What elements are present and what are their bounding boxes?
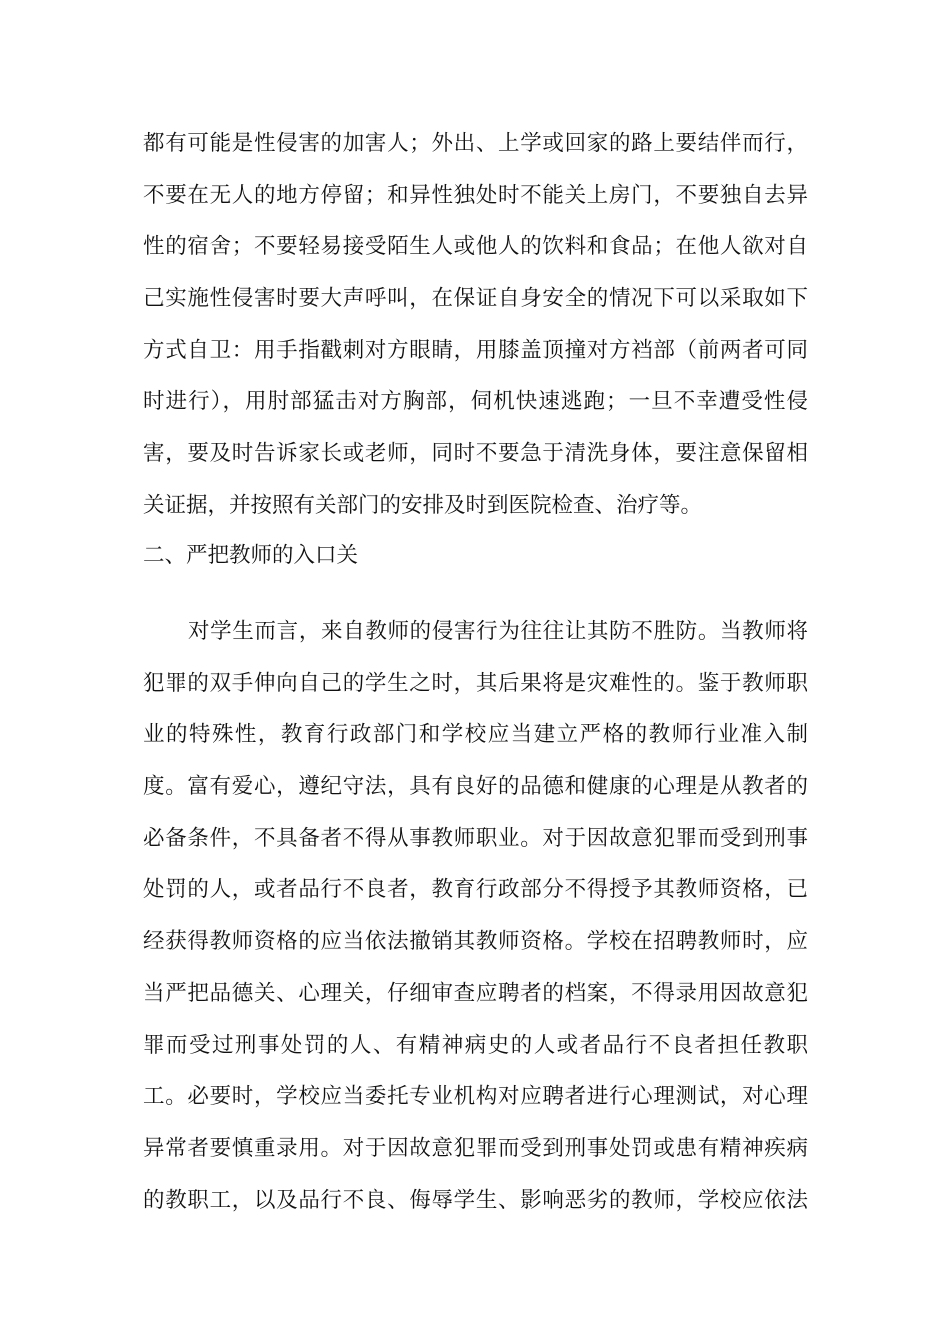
paragraph-teacher-screening bbox=[143, 606, 808, 1226]
paragraph-line: 都有可能是性侵害的加害人；外出、上学或回家的路上要结伴而行， bbox=[143, 131, 808, 156]
paragraph-line: 性的宿舍；不要轻易接受陌生人或他人的饮料和食品；在他人欲对自 bbox=[143, 234, 808, 260]
paragraph-line: 己实施性侵害时要大声呼叫，在保证自身安全的情况下可以采取如下 bbox=[143, 286, 808, 312]
paragraph-line: 方式自卫：用手指戳刺对方眼睛，用膝盖顶撞对方裆部（前两者可同 bbox=[143, 337, 808, 363]
paragraph-line: 关证据，并按照有关部门的安排及时到医院检查、治疗等。 bbox=[143, 492, 703, 518]
paragraph-line: 度。富有爱心，遵纪守法，具有良好的品德和健康的心理是从教者的 bbox=[143, 774, 808, 800]
paragraph-line: 处罚的人，或者品行不良者，教育行政部分不得授予其教师资格，已 bbox=[143, 877, 808, 903]
paragraph-line: 经获得教师资格的应当依法撤销其教师资格。学校在招聘教师时，应 bbox=[143, 929, 808, 955]
paragraph-line: 不要在无人的地方停留；和异性独处时不能关上房门，不要独自去异 bbox=[143, 182, 808, 208]
paragraph-line: 工。必要时，学校应当委托专业机构对应聘者进行心理测试，对心理 bbox=[143, 1084, 808, 1110]
paragraph-line: 时进行），用肘部猛击对方胸部，伺机快速逃跑；一旦不幸遭受性侵 bbox=[143, 389, 808, 415]
paragraph-line: 犯罪的双手伸向自己的学生之时，其后果将是灾难性的。鉴于教师职 bbox=[143, 670, 808, 696]
paragraph-line: 罪而受过刑事处罚的人、有精神病史的人或者品行不良者担任教职 bbox=[143, 1032, 808, 1058]
paragraph-line: 异常者要慎重录用。对于因故意犯罪而受到刑事处罚或患有精神疾病 bbox=[143, 1135, 808, 1161]
paragraph-line: 害，要及时告诉家长或老师，同时不要急于清洗身体，要注意保留相 bbox=[143, 441, 808, 467]
paragraph-line: 当严把品德关、心理关，仔细审查应聘者的档案，不得录用因故意犯 bbox=[143, 980, 808, 1006]
section-heading-text: 二、严把教师的入口关 bbox=[143, 543, 359, 568]
paragraph-self-protection bbox=[143, 118, 808, 532]
section-heading bbox=[143, 530, 808, 582]
paragraph-line: 必备条件，不具备者不得从事教师职业。对于因故意犯罪而受到刑事 bbox=[143, 825, 808, 851]
paragraph-line: 对学生而言，来自教师的侵害行为往往让其防不胜防。当教师将 bbox=[188, 619, 808, 644]
paragraph-line: 业的特殊性，教育行政部门和学校应当建立严格的教师行业准入制 bbox=[143, 722, 808, 748]
paragraph-line: 的教职工，以及品行不良、侮辱学生、影响恶劣的教师，学校应依法 bbox=[143, 1187, 808, 1213]
